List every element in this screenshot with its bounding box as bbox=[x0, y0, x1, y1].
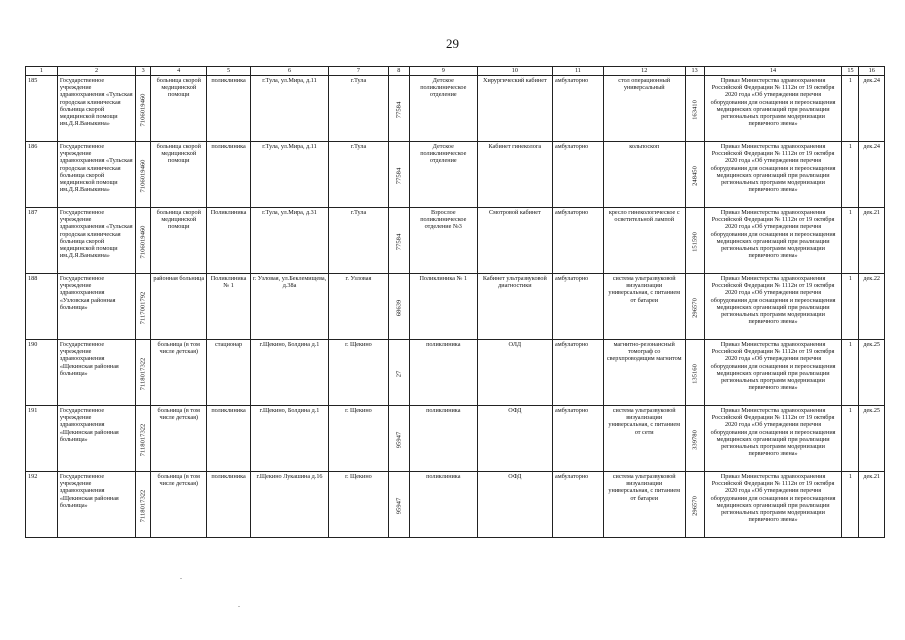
column-header: 6 bbox=[250, 67, 328, 76]
equipment-table bbox=[25, 66, 885, 538]
address: г.Тула, ул.Мира, д.31 bbox=[250, 208, 328, 274]
organization-type: больница скорой медицинской помощи bbox=[151, 76, 207, 142]
organization-name: Государственное учреждение здравоохранения «Узловская районная больница» bbox=[57, 274, 135, 340]
organization-name: Государственное учреждение здравоохранения «Тульская городская клиническая больница скорой медицинской помощи им.Д.Я.Ваныкина» bbox=[57, 208, 135, 274]
table-row bbox=[26, 472, 885, 538]
legal-basis: Приказ Министерства здравоохранения Российской Федерации № 1112н от 19 октября 2020 года «Об утверждении перечня оборудования для оснащения и переоснащения медицинских организаций при реализации региональных программ модернизации первичного звена» bbox=[704, 340, 842, 406]
row-number: 186 bbox=[26, 142, 58, 208]
code-number-cell bbox=[388, 340, 409, 406]
department: Поликлиника № 1 bbox=[409, 274, 477, 340]
column-header: 7 bbox=[329, 67, 388, 76]
column-header: 2 bbox=[57, 67, 135, 76]
locality: г.Тула bbox=[329, 142, 388, 208]
equipment-name: магнитно-резонансный томограф со сверхпроводящим магнитом bbox=[603, 340, 685, 406]
equipment-name: система ультразвуковой визуализации универсальная, с питанием от сети bbox=[603, 406, 685, 472]
address: г.Тула, ул.Мира, д.11 bbox=[250, 76, 328, 142]
inn-code-cell bbox=[136, 406, 151, 472]
unit-type: поликлиника bbox=[207, 406, 250, 472]
quantity: 1 bbox=[842, 406, 859, 472]
address: г.Щекино Лукашина д.16 bbox=[250, 472, 328, 538]
department: поликлиника bbox=[409, 406, 477, 472]
equipment-name: кольпоскоп bbox=[603, 142, 685, 208]
care-form: амбулаторно bbox=[552, 76, 603, 142]
row-number: 192 bbox=[26, 472, 58, 538]
inn-code: 7118017322 bbox=[139, 423, 147, 457]
equipment-code: 339780 bbox=[690, 429, 698, 450]
table-row bbox=[26, 274, 885, 340]
code-number-cell bbox=[388, 406, 409, 472]
deadline: дек.25 bbox=[859, 406, 885, 472]
address: г.Тула, ул.Мира, д.11 bbox=[250, 142, 328, 208]
scan-mark: . bbox=[180, 572, 182, 581]
cabinet: Смотровой кабинет bbox=[477, 208, 552, 274]
unit-type: поликлиника bbox=[207, 76, 250, 142]
organization-type: больница (в том числе детская) bbox=[151, 340, 207, 406]
department: Детское поликлиническое отделение bbox=[409, 142, 477, 208]
column-header: 10 bbox=[477, 67, 552, 76]
cabinet: ОЛД bbox=[477, 340, 552, 406]
equipment-code-cell bbox=[685, 406, 704, 472]
legal-basis: Приказ Министерства здравоохранения Российской Федерации № 1112н от 19 октября 2020 года «Об утверждении перечня оборудования для оснащения и переоснащения медицинских организаций при реализации региональных программ модернизации первичного звена» bbox=[704, 472, 842, 538]
quantity: 1 bbox=[842, 142, 859, 208]
organization-name: Государственное учреждение здравоохранения «Тульская городская клиническая больница скорой медицинской помощи им.Д.Я.Ваныкина» bbox=[57, 142, 135, 208]
cabinet: ОФД bbox=[477, 406, 552, 472]
deadline: дек.24 bbox=[859, 142, 885, 208]
cabinet: Кабинет ультразвуковой диагностики bbox=[477, 274, 552, 340]
legal-basis: Приказ Министерства здравоохранения Российской Федерации № 1112н от 19 октября 2020 года «Об утверждении перечня оборудования для оснащения и переоснащения медицинских организаций при реализации региональных программ модернизации первичного звена» bbox=[704, 274, 842, 340]
column-header: 12 bbox=[603, 67, 685, 76]
column-header: 3 bbox=[136, 67, 151, 76]
equipment-name: кресло гинекологическое с осветительной лампой bbox=[603, 208, 685, 274]
code-number: 77584 bbox=[395, 233, 403, 251]
deadline: дек.21 bbox=[859, 472, 885, 538]
legal-basis: Приказ Министерства здравоохранения Российской Федерации № 1112н от 19 октября 2020 года «Об утверждении перечня оборудования для оснащения и переоснащения медицинских организаций при реализации региональных программ модернизации первичного звена» bbox=[704, 406, 842, 472]
column-header: 11 bbox=[552, 67, 603, 76]
inn-code-cell bbox=[136, 340, 151, 406]
address: г. Узловая, ул.Беклемищева, д.38а bbox=[250, 274, 328, 340]
department: Детское поликлиническое отделение bbox=[409, 76, 477, 142]
organization-name: Государственное учреждение здравоохранения «Щекинская районная больница» bbox=[57, 472, 135, 538]
inn-code-cell bbox=[136, 142, 151, 208]
inn-code-cell bbox=[136, 208, 151, 274]
code-number-cell bbox=[388, 274, 409, 340]
equipment-name: система ультразвуковой визуализации универсальная, с питанием от батареи bbox=[603, 472, 685, 538]
equipment-code-cell bbox=[685, 472, 704, 538]
row-number: 188 bbox=[26, 274, 58, 340]
equipment-code-cell bbox=[685, 76, 704, 142]
locality: г. Щекино bbox=[329, 472, 388, 538]
row-number: 191 bbox=[26, 406, 58, 472]
department: поликлиника bbox=[409, 340, 477, 406]
unit-type: поликлиника bbox=[207, 472, 250, 538]
column-header: 1 bbox=[26, 67, 58, 76]
row-number: 185 bbox=[26, 76, 58, 142]
quantity: 1 bbox=[842, 208, 859, 274]
column-header: 14 bbox=[704, 67, 842, 76]
code-number-cell bbox=[388, 208, 409, 274]
equipment-code-cell bbox=[685, 208, 704, 274]
organization-type: больница скорой медицинской помощи bbox=[151, 208, 207, 274]
deadline: дек.21 bbox=[859, 208, 885, 274]
row-number: 190 bbox=[26, 340, 58, 406]
unit-type: Поликлиника № 1 bbox=[207, 274, 250, 340]
column-header: 8 bbox=[388, 67, 409, 76]
locality: г.Тула bbox=[329, 76, 388, 142]
code-number-cell bbox=[388, 142, 409, 208]
department: Взрослое поликлиническое отделение №3 bbox=[409, 208, 477, 274]
column-header: 4 bbox=[151, 67, 207, 76]
unit-type: поликлиника bbox=[207, 142, 250, 208]
deadline: дек.22 bbox=[859, 274, 885, 340]
equipment-code-cell bbox=[685, 142, 704, 208]
equipment-code: 163410 bbox=[690, 99, 698, 120]
table-body bbox=[26, 76, 885, 538]
column-header: 9 bbox=[409, 67, 477, 76]
table-row bbox=[26, 142, 885, 208]
address: г.Щекино, Болдина д.1 bbox=[250, 406, 328, 472]
inn-code: 7106019460 bbox=[139, 159, 147, 193]
code-number: 68639 bbox=[395, 299, 403, 317]
inn-code: 7118017322 bbox=[139, 489, 147, 523]
inn-code: 7117001792 bbox=[139, 291, 147, 325]
column-header: 15 bbox=[842, 67, 859, 76]
quantity: 1 bbox=[842, 472, 859, 538]
cabinet: Хирургический кабинет bbox=[477, 76, 552, 142]
column-header: 16 bbox=[859, 67, 885, 76]
locality: г. Узловая bbox=[329, 274, 388, 340]
table-row bbox=[26, 406, 885, 472]
code-number: 95947 bbox=[395, 431, 403, 449]
scan-mark: . bbox=[238, 600, 240, 609]
care-form: амбулаторно bbox=[552, 208, 603, 274]
cabinet: Кабинет гинеколога bbox=[477, 142, 552, 208]
inn-code: 7106019460 bbox=[139, 93, 147, 127]
header-row bbox=[26, 67, 885, 76]
address: г.Щекино, Болдина д.1 bbox=[250, 340, 328, 406]
unit-type: Поликлиника bbox=[207, 208, 250, 274]
organization-name: Государственное учреждение здравоохранения «Тульская городская клиническая больница скорой медицинской помощи им.Д.Я.Ваныкина» bbox=[57, 76, 135, 142]
inn-code-cell bbox=[136, 472, 151, 538]
organization-name: Государственное учреждение здравоохранения «Щекинская районная больница» bbox=[57, 406, 135, 472]
care-form: амбулаторно bbox=[552, 142, 603, 208]
care-form: амбулаторно bbox=[552, 274, 603, 340]
cabinet: ОФД bbox=[477, 472, 552, 538]
equipment-name: система ультразвуковой визуализации универсальная, с питанием от батареи bbox=[603, 274, 685, 340]
equipment-code: 296570 bbox=[690, 495, 698, 516]
department: поликлиника bbox=[409, 472, 477, 538]
equipment-code: 135160 bbox=[690, 363, 698, 384]
page-number: 29 bbox=[446, 36, 459, 51]
care-form: амбулаторно bbox=[552, 472, 603, 538]
equipment-code-cell bbox=[685, 340, 704, 406]
row-number: 187 bbox=[26, 208, 58, 274]
column-header: 13 bbox=[685, 67, 704, 76]
equipment-code: 151590 bbox=[690, 231, 698, 252]
column-header: 5 bbox=[207, 67, 250, 76]
quantity: 1 bbox=[842, 274, 859, 340]
deadline: дек.25 bbox=[859, 340, 885, 406]
deadline: дек.24 bbox=[859, 76, 885, 142]
equipment-name: стол операционный универсальный bbox=[603, 76, 685, 142]
inn-code: 7118017322 bbox=[139, 357, 147, 391]
inn-code-cell bbox=[136, 274, 151, 340]
quantity: 1 bbox=[842, 76, 859, 142]
locality: г. Щекино bbox=[329, 406, 388, 472]
equipment-code: 248450 bbox=[690, 165, 698, 186]
code-number-cell bbox=[388, 76, 409, 142]
quantity: 1 bbox=[842, 340, 859, 406]
code-number: 95947 bbox=[395, 497, 403, 515]
inn-code-cell bbox=[136, 76, 151, 142]
table-row bbox=[26, 76, 885, 142]
unit-type: стационар bbox=[207, 340, 250, 406]
legal-basis: Приказ Министерства здравоохранения Российской Федерации № 1112н от 19 октября 2020 года «Об утверждении перечня оборудования для оснащения и переоснащения медицинских организаций при реализации региональных программ модернизации первичного звена» bbox=[704, 208, 842, 274]
code-number: 77584 bbox=[395, 167, 403, 185]
equipment-code: 296570 bbox=[690, 297, 698, 318]
organization-type: больница (в том числе детская) bbox=[151, 472, 207, 538]
code-number-cell bbox=[388, 472, 409, 538]
legal-basis: Приказ Министерства здравоохранения Российской Федерации № 1112н от 19 октября 2020 года «Об утверждении перечня оборудования для оснащения и переоснащения медицинских организаций при реализации региональных программ модернизации первичного звена» bbox=[704, 142, 842, 208]
locality: г. Щекино bbox=[329, 340, 388, 406]
organization-type: больница скорой медицинской помощи bbox=[151, 142, 207, 208]
inn-code: 7106019460 bbox=[139, 225, 147, 259]
locality: г.Тула bbox=[329, 208, 388, 274]
table-row bbox=[26, 340, 885, 406]
code-number: 27 bbox=[395, 370, 403, 378]
organization-type: районная больница bbox=[151, 274, 207, 340]
table-row bbox=[26, 208, 885, 274]
legal-basis: Приказ Министерства здравоохранения Российской Федерации № 1112н от 19 октября 2020 года «Об утверждении перечня оборудования для оснащения и переоснащения медицинских организаций при реализации региональных программ модернизации первичного звена» bbox=[704, 76, 842, 142]
care-form: амбулаторно bbox=[552, 406, 603, 472]
organization-type: больница (в том числе детская) bbox=[151, 406, 207, 472]
care-form: амбулаторно bbox=[552, 340, 603, 406]
equipment-code-cell bbox=[685, 274, 704, 340]
organization-name: Государственное учреждение здравоохранения «Щекинская районная больница» bbox=[57, 340, 135, 406]
code-number: 77584 bbox=[395, 101, 403, 119]
